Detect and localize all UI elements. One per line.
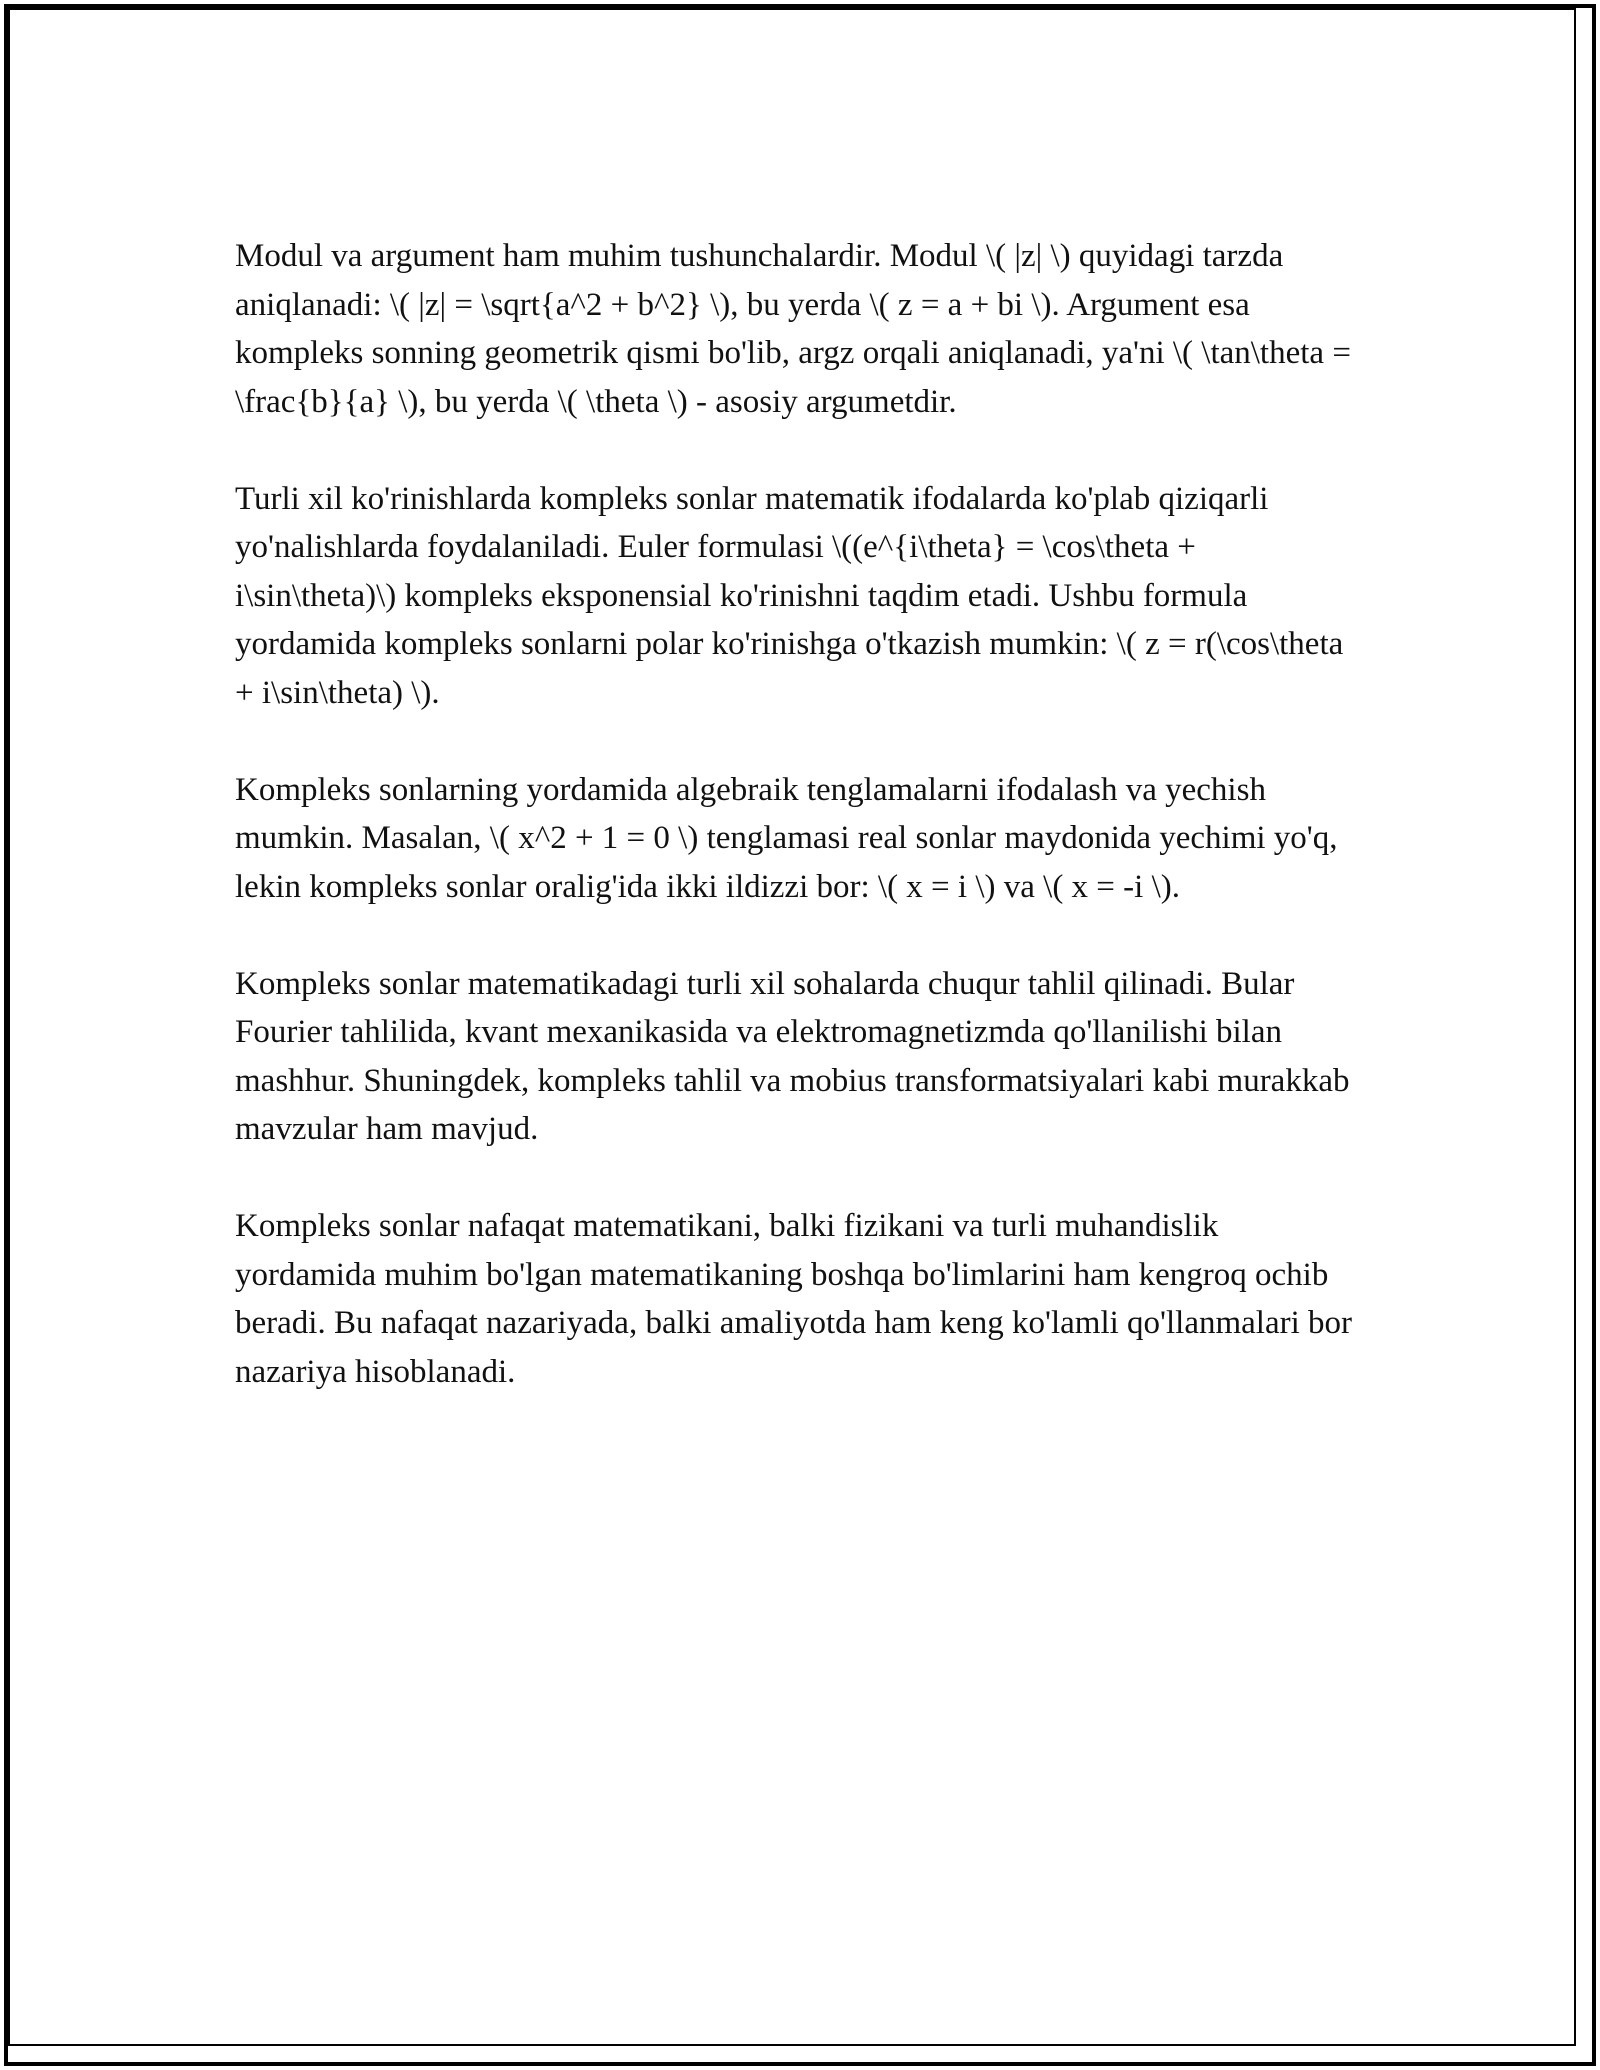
paragraph-algebraic-equations: Kompleks sonlarning yordamida algebraik tenglamalarni ifodalash va yechish mumkin. Masalan, \( x^2 + 1 = 0 \) tenglamasi real sonlar maydonida yechimi yo'q, lekin kompleks sonlar oralig'ida ikki ildizzi bor: \( x = i \) va \( x = -i \). <box>235 771 1338 905</box>
paragraph-euler-formula: Turli xil ko'rinishlarda kompleks sonlar matematik ifodalarda ko'plab qiziqarli yo'nalishlarda foydalaniladi. Euler formulasi \((e^{i\theta} = \cos\theta + i\sin\theta)\) kompleks eksponensial ko'rinishni taqdim etadi. Ushbu formula yordamida kompleks sonlarni polar ko'rinishga o'tkazish mumkin: \( z = r(\cos\theta + i\sin\theta) \). <box>235 480 1344 711</box>
paragraph-modulus-argument: Modul va argument ham muhim tushunchalardir. Modul \( |z| \) quyidagi tarzda aniqlanadi: \( |z| = \sqrt{a^2 + b^2} \), bu yerda \( z = a + bi \). Argument esa kompleks sonning geometrik qismi bo'lib, argz orqali aniqlanadi, ya'ni \( \tan\theta = \frac{b}{a} \), bu yerda \( \theta \) - asosiy argumetdir. <box>235 238 1351 420</box>
paragraph-conclusion: Kompleks sonlar nafaqat matematikani, balki fizikani va turli muhandislik yordamida muhim bo'lgan matematikaning boshqa bo'limlarini ham kengroq ochib beradi. Bu nafaqat nazariyada, balki amaliyotda ham keng ko'lamli qo'llanmalari bor nazariya hisoblanadi. <box>235 1208 1352 1390</box>
document-body <box>235 232 1365 1445</box>
paragraph-applications: Kompleks sonlar matematikadagi turli xil sohalarda chuqur tahlil qilinadi. Bular Fourier tahlilida, kvant mexanikasida va elektromagnetizmda qo'llanilishi bilan mashhur. Shuningdek, kompleks tahlil va mobius transformatsiyalari kabi murakkab mavzular ham mavjud. <box>235 965 1350 1147</box>
